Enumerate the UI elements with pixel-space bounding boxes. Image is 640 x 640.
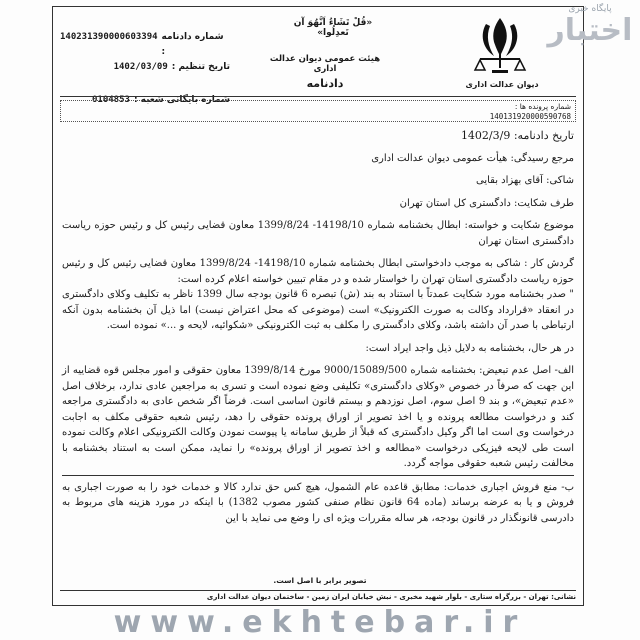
referral: مرجع رسیدگی: هیأت عمومی دیوان عدالت اداری: [371, 152, 574, 164]
document-body: [62, 128, 574, 526]
watermark-url: www.ekhtebar.ir: [113, 605, 527, 640]
footer-address: نشانی: تهران - بزرگراه ستاری - بلوار شهید مخبری - نبش خیابان ایران زمین - ساختمان دیوان عدالت اداری: [60, 590, 576, 601]
section-be: ب- منع فروش اجباری خدمات: مطابق قاعده عام الشمول، هیچ کس حق ندارد کالا و خدمات خود را به صورت اجباری به فروش و یا به عرضه برساند (ماده 64 قانون نظام صنفی کشور مصوب 1382) با اینکه در مورد هزینه های مربوط به دادرسی قانونگذار در قانون بودجه، هر ساله مقررات ویژه ای را وضع می نماید با این: [62, 481, 575, 524]
archive-label: شماره بایگانی شعبه :: [133, 95, 230, 105]
process: گردش کار : شاکی به موجب دادخواستی ابطال بخشنامه شماره 14198/10- 1399/8/24 معاون قضایی رئیس کل و رئیس حوزه ریاست دادگستری استان تهران را خواستار شده و در مقام تبیین خواسته اعلام کرده است:: [62, 258, 574, 285]
dadnameh-number-label: شماره دادنامه :: [161, 32, 224, 57]
intro: در هر حال، بخشنامه به دلایل ذیل واجد ایراد است:: [365, 342, 574, 354]
header-center: [260, 54, 390, 90]
file-number: 140131920000590768: [489, 112, 571, 121]
header-divider: [60, 96, 576, 97]
date-label: تاریخ تنظیم :: [171, 62, 230, 72]
body-divider: [62, 475, 574, 476]
defendant: طرف شکایت: دادگستری کل استان تهران: [399, 197, 574, 209]
doc-title: دادنامه: [306, 77, 344, 90]
dadnameh-number-row: [60, 30, 230, 60]
iran-emblem-icon: [470, 14, 530, 76]
certified-note: تصویر برابر با اصل است.: [273, 576, 367, 585]
quote: " صدر بخشنامه مورد شکایت عمدتاً با استناد به بند (ش) تبصره 6 قانون بودجه سال 1399 ناظر به تکلیف وکلای دادگستری در انعقاد «قرارداد وکالت به صورت الکترونیک» است (موضوعی که محل اعتراض نیست) اما ذیل آن بخشنامه بدون آنکه ارتباطی با صدر آن داشته باشد، وکلای دادگستری را مکلف به ثبت الکترونیکی «شکوائیه، لایحه و ...» نموده است.: [62, 289, 574, 331]
watermark-logo: [540, 0, 640, 70]
dadnameh-date: تاریخ دادنامه: 1402/3/9: [460, 129, 574, 142]
date-row: [60, 60, 230, 75]
bismillah: «قُلْ تَشَاءُ اَنَّهُوَ آن تَعدِلُوا»: [293, 18, 373, 38]
subject: موضوع شکایت و خواسته: ابطال بخشنامه شماره 14198/10- 1399/8/24 معاون قضایی رئیس کل و رئیس حوزه ریاست دادگستری استان تهران: [62, 220, 574, 247]
archive-value: 0104853: [92, 95, 130, 105]
dadnameh-number: 140231390000603394: [60, 32, 158, 42]
body-name: هیئت عمومی دیوان عدالت اداری: [269, 54, 381, 74]
file-number-box: [60, 100, 576, 122]
watermark-site-big: اختبار: [547, 13, 633, 48]
section-alef: الف- اصل عدم تبعیض: بخشنامه شماره 9000/15089/500 مورخ 1399/8/14 معاون حقوقی و امور مجلس قوه قضاییه از این جهت که صرفاً در خصوص «وکلای دادگستری» تکلیفی وضع نموده است و تسری به مراجعین عادی ندارد، برخلاف اصل «عدم تبعیض»، و بند 9 اصل سوم، اصل نوزدهم و بیستم قانون اساسی است. فرضاً اگر شخص عادی به دادگستری مراجعه کند و درخواست مطالعه پرونده و یا اخذ تصویر از اوراق پرونده حقوقی را دهد، رئیس شعبه حقوقی مکلف به اجابت درخواست وی است اما اگر وکیل دادگستری که قبلاً از طریق سامانه یا پیوست نمودن وکالت الکترونیکی اعلام وکالت نموده است طی لایحه فیزیکی درخواست «مطالعه و اخذ تصویر از اوراق پرونده» را نماید، ممکن است به استناد بخشنامه با مخالفت رئیس شعبه حقوقی مواجه گردد.: [62, 365, 575, 469]
org-name: دیوان عدالت اداری: [465, 80, 539, 89]
plaintiff: شاکی: آقای بهزاد بقایی: [475, 175, 574, 186]
file-label: شماره پرونده ها :: [514, 102, 571, 111]
date-value: 1402/03/09: [113, 62, 168, 72]
watermark-site-small: پایگاه خبری: [568, 4, 612, 14]
